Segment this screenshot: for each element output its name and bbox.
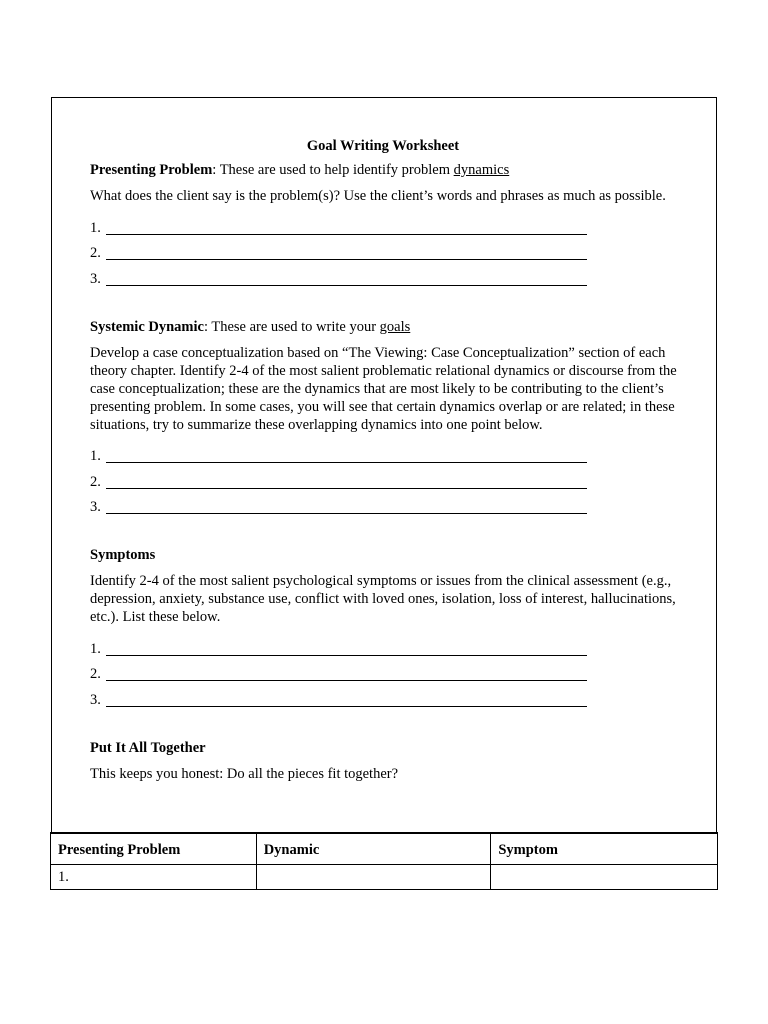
put-it-together-instructions: This keeps you honest: Do all the pieces fit together? bbox=[90, 765, 399, 782]
line-number: 3. bbox=[90, 691, 101, 708]
presenting-problem-line-1[interactable] bbox=[90, 211, 690, 237]
symptoms-instructions: Identify 2-4 of the most salient psychological symptoms or issues from the clinical assessment (e.g., depression, anxiety, substance use, conflict with loved ones, isolation, loss of interest, hallucinations, etc.). List these below. bbox=[90, 573, 676, 625]
column-header-dynamic: Dynamic bbox=[256, 833, 491, 865]
presenting-problem-instructions: What does the client say is the problem(s)? Use the client’s words and phrases as much as possible. bbox=[90, 188, 666, 204]
blank-line[interactable] bbox=[106, 446, 587, 463]
blank-line[interactable] bbox=[106, 497, 587, 514]
section-gap bbox=[90, 709, 690, 739]
presenting-problem-line-2[interactable] bbox=[90, 237, 690, 263]
systemic-dynamic-text: : These are used to write your bbox=[203, 318, 380, 335]
table-cell-dynamic[interactable] bbox=[256, 865, 491, 890]
systemic-dynamic-instructions: Develop a case conceptualization based on “The Viewing: Case Conceptualization” section of each theory chapter. Identify 2-4 of the most salient problematic relational dynamics or discourse from the case conceptualization; these are the dynamics that are most likely to be contributing to the client’s presenting problem. In some cases, you will see that certain dynamics overlap or are related; in these situations, try to summarize these overlapping dynamics into one point below. bbox=[90, 344, 677, 433]
summary-table bbox=[50, 832, 718, 890]
symptoms-heading bbox=[90, 546, 690, 565]
systemic-dynamic-label: Systemic Dynamic bbox=[90, 318, 204, 335]
table-cell-symptom[interactable] bbox=[491, 865, 718, 890]
blank-line[interactable] bbox=[106, 639, 587, 656]
presenting-problem-label: Presenting Problem bbox=[90, 162, 213, 178]
line-number: 3. bbox=[90, 270, 101, 287]
systemic-dynamic-line-2[interactable] bbox=[90, 465, 690, 491]
systemic-dynamic-line-3[interactable] bbox=[90, 491, 690, 517]
symptoms-line-3[interactable] bbox=[90, 683, 690, 709]
systemic-dynamic-heading bbox=[90, 318, 690, 337]
section-gap bbox=[90, 516, 690, 546]
blank-line[interactable] bbox=[106, 472, 587, 489]
section-gap bbox=[90, 288, 690, 318]
symptoms-label: Symptoms bbox=[90, 547, 156, 563]
line-number: 3. bbox=[90, 499, 101, 515]
line-number: 2. bbox=[90, 666, 101, 682]
table-cell-presenting-problem[interactable]: 1. bbox=[51, 865, 257, 890]
blank-line[interactable] bbox=[106, 218, 587, 235]
symptoms-line-2[interactable] bbox=[90, 658, 690, 684]
blank-line[interactable] bbox=[106, 269, 587, 286]
systemic-dynamic-line-1[interactable] bbox=[90, 440, 690, 466]
presenting-problem-heading bbox=[90, 161, 690, 180]
line-number: 2. bbox=[90, 473, 101, 490]
presenting-problem-text: : These are used to help identify problem bbox=[212, 162, 454, 178]
column-header-symptom: Symptom bbox=[491, 833, 718, 865]
worksheet-content bbox=[90, 138, 690, 789]
systemic-dynamic-keyword: goals bbox=[379, 318, 411, 335]
put-it-together-label: Put It All Together bbox=[90, 739, 206, 756]
line-number: 2. bbox=[90, 245, 101, 261]
blank-line[interactable] bbox=[106, 664, 587, 681]
blank-line[interactable] bbox=[106, 243, 587, 260]
column-header-presenting-problem: Presenting Problem bbox=[51, 833, 257, 865]
line-number: 1. bbox=[90, 448, 101, 464]
page-title: Goal Writing Worksheet bbox=[306, 138, 460, 154]
presenting-problem-keyword: dynamics bbox=[453, 162, 510, 178]
table-header-row bbox=[51, 833, 718, 865]
symptoms-line-1[interactable] bbox=[90, 632, 690, 658]
line-number: 1. bbox=[90, 640, 101, 657]
blank-line[interactable] bbox=[106, 690, 587, 707]
table-row bbox=[51, 865, 718, 890]
line-number: 1. bbox=[90, 219, 101, 236]
put-it-together-heading bbox=[90, 739, 690, 758]
presenting-problem-line-3[interactable] bbox=[90, 262, 690, 288]
